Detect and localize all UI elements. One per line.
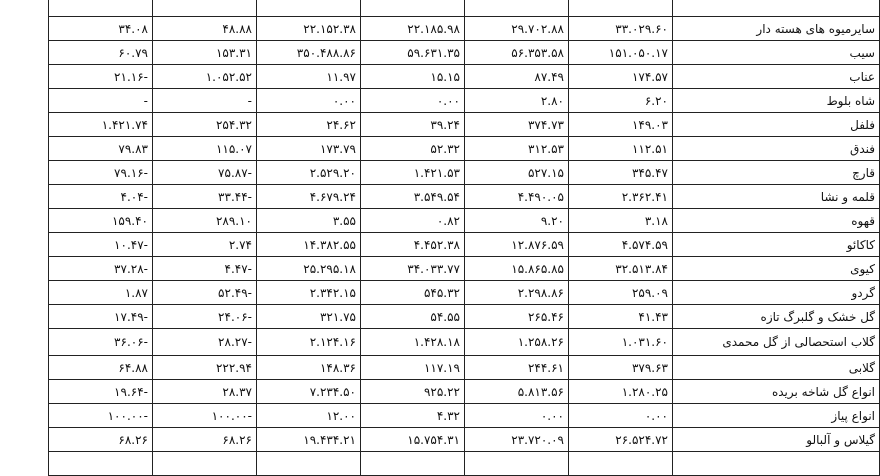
value-cell: ۲۶۵.۴۶ — [465, 305, 569, 329]
value-cell: ۱۷۳.۷۹ — [257, 137, 361, 161]
value-cell: ۲۵۹.۰۹ — [569, 281, 673, 305]
row-label-cell: فلفل — [673, 113, 880, 137]
value-cell: ۱.۲۸۰.۲۵ — [569, 380, 673, 404]
row-label-cell: گلابی — [673, 356, 880, 380]
value-cell: ۱۹.۴۳۴.۲۱ — [257, 428, 361, 452]
value-cell: ۱۵.۷۵۴.۳۱ — [361, 428, 465, 452]
table-row — [49, 329, 880, 356]
value-cell: ۱۴۹.۰۳ — [569, 113, 673, 137]
table-row — [49, 89, 880, 113]
value-cell: -۱۹.۶۴ — [49, 380, 153, 404]
row-label-cell: کیوی — [673, 257, 880, 281]
value-cell: ۲۵.۲۹۵.۱۸ — [257, 257, 361, 281]
table-row — [49, 356, 880, 380]
value-cell: -۲۱.۱۶ — [49, 65, 153, 89]
value-cell: ۲۴۴.۶۱ — [465, 356, 569, 380]
value-cell — [153, 452, 257, 476]
table-row — [49, 305, 880, 329]
value-cell: -۴.۴۷ — [153, 257, 257, 281]
value-cell: ۴.۳۲ — [361, 404, 465, 428]
value-cell: -۳۳.۴۴ — [153, 185, 257, 209]
value-cell — [257, 0, 361, 17]
value-cell: ۷۹.۸۳ — [49, 137, 153, 161]
statistics-table-sheet — [48, 0, 875, 476]
value-cell: ۲.۸۰ — [465, 89, 569, 113]
value-cell: ۵۴.۵۵ — [361, 305, 465, 329]
value-cell: ۹۲۵.۲۲ — [361, 380, 465, 404]
value-cell — [465, 452, 569, 476]
value-cell: ۱.۴۲۱.۵۳ — [361, 161, 465, 185]
value-cell: ۰.۰۰ — [257, 89, 361, 113]
value-cell: ۱۲.۰۰ — [257, 404, 361, 428]
value-cell: -۴.۰۴ — [49, 185, 153, 209]
value-cell: ۵۹.۶۳۱.۳۵ — [361, 41, 465, 65]
value-cell: ۱۷۴.۵۷ — [569, 65, 673, 89]
value-cell: ۳.۱۸ — [569, 209, 673, 233]
value-cell: ۰.۰۰ — [465, 404, 569, 428]
row-label-cell: گل خشک و گلبرگ تازه — [673, 305, 880, 329]
value-cell: ۳۴۵.۴۷ — [569, 161, 673, 185]
table-row — [49, 41, 880, 65]
value-cell: -۱۰.۴۷ — [49, 233, 153, 257]
value-cell: ۳۲۱.۷۵ — [257, 305, 361, 329]
value-cell: ۱.۴۲۸.۱۸ — [361, 329, 465, 356]
table-row — [49, 404, 880, 428]
value-cell: ۲.۷۴ — [153, 233, 257, 257]
row-label-cell: گیلاس و آلبالو — [673, 428, 880, 452]
value-cell: ۴۱.۴۳ — [569, 305, 673, 329]
value-cell: ۱.۰۳۱.۶۰ — [569, 329, 673, 356]
value-cell — [49, 0, 153, 17]
value-cell: ۵.۸۱۳.۵۶ — [465, 380, 569, 404]
value-cell: ۱۱۵.۰۷ — [153, 137, 257, 161]
value-cell: ۱.۴۲۱.۷۴ — [49, 113, 153, 137]
value-cell: ۱۲.۸۷۶.۵۹ — [465, 233, 569, 257]
value-cell: -۷۹.۱۶ — [49, 161, 153, 185]
table-row — [49, 257, 880, 281]
table-row — [49, 113, 880, 137]
value-cell: ۲.۵۲۹.۲۰ — [257, 161, 361, 185]
value-cell: ۲.۳۴۲.۱۵ — [257, 281, 361, 305]
table-row — [49, 380, 880, 404]
value-cell: ۱.۸۷ — [49, 281, 153, 305]
row-label-cell — [673, 452, 880, 476]
value-cell: ۱۵۹.۴۰ — [49, 209, 153, 233]
value-cell: ۴.۴۵۲.۳۸ — [361, 233, 465, 257]
value-cell: -۳۷.۲۸ — [49, 257, 153, 281]
value-cell: ۶۰.۷۹ — [49, 41, 153, 65]
row-label-cell: قهوه — [673, 209, 880, 233]
value-cell: ۵۲۷.۱۵ — [465, 161, 569, 185]
row-label-cell: گردو — [673, 281, 880, 305]
value-cell: ۰.۰۰ — [361, 89, 465, 113]
value-cell: -۵۲.۴۹ — [153, 281, 257, 305]
value-cell: ۳۱۲.۵۳ — [465, 137, 569, 161]
row-label-cell: گلاب استحصالی از گل محمدی — [673, 329, 880, 356]
value-cell: ۲.۱۲۴.۱۶ — [257, 329, 361, 356]
row-label-cell: شاه بلوط — [673, 89, 880, 113]
value-cell: ۱۵۳.۳۱ — [153, 41, 257, 65]
value-cell: ۵۲.۳۲ — [361, 137, 465, 161]
value-cell: ۱۱۲.۵۱ — [569, 137, 673, 161]
value-cell: ۲۵۴.۳۲ — [153, 113, 257, 137]
table-row — [49, 137, 880, 161]
table-row — [49, 281, 880, 305]
table-row — [49, 65, 880, 89]
value-cell: ۲۴.۶۲ — [257, 113, 361, 137]
value-cell: ۶۴.۸۸ — [49, 356, 153, 380]
value-cell — [49, 452, 153, 476]
value-cell: ۳.۵۵ — [257, 209, 361, 233]
value-cell: ۶.۲۰ — [569, 89, 673, 113]
value-cell: - — [49, 89, 153, 113]
value-cell: -۱۰۰.۰۰ — [49, 404, 153, 428]
row-label-cell: کاکائو — [673, 233, 880, 257]
value-cell — [153, 0, 257, 17]
table-row — [49, 185, 880, 209]
value-cell: ۲.۲۹۸.۸۶ — [465, 281, 569, 305]
value-cell: -۱۰۰.۰۰ — [153, 404, 257, 428]
value-cell: ۳۷۴.۷۳ — [465, 113, 569, 137]
table-row — [49, 452, 880, 476]
value-cell: ۱.۲۵۸.۲۶ — [465, 329, 569, 356]
value-cell: ۳۹.۲۴ — [361, 113, 465, 137]
value-cell — [257, 452, 361, 476]
value-cell: ۲۳.۷۲۰.۰۹ — [465, 428, 569, 452]
value-cell: ۳۵۰.۴۸۸.۸۶ — [257, 41, 361, 65]
value-cell: ۲۲.۱۸۵.۹۸ — [361, 17, 465, 41]
value-cell: - — [153, 89, 257, 113]
value-cell — [569, 452, 673, 476]
value-cell: ۱۵۱.۰۵۰.۱۷ — [569, 41, 673, 65]
value-cell: ۱۴.۳۸۲.۵۵ — [257, 233, 361, 257]
value-cell: ۴.۴۹۰.۰۵ — [465, 185, 569, 209]
value-cell: ۷.۲۳۴.۵۰ — [257, 380, 361, 404]
value-cell: ۳.۵۴۹.۵۴ — [361, 185, 465, 209]
value-cell: -۷۵.۸۷ — [153, 161, 257, 185]
table-row — [49, 0, 880, 17]
value-cell: ۱۴۸.۳۶ — [257, 356, 361, 380]
value-cell: ۴.۶۷۹.۲۴ — [257, 185, 361, 209]
value-cell: ۱۱.۹۷ — [257, 65, 361, 89]
value-cell: ۱.۰۵۲.۵۲ — [153, 65, 257, 89]
value-cell — [361, 0, 465, 17]
table-body — [49, 0, 880, 476]
value-cell: ۲۲۲.۹۴ — [153, 356, 257, 380]
value-cell: ۹.۲۰ — [465, 209, 569, 233]
value-cell: ۳۷۹.۶۳ — [569, 356, 673, 380]
value-cell: ۰.۸۲ — [361, 209, 465, 233]
value-cell: ۴.۵۷۴.۵۹ — [569, 233, 673, 257]
value-cell: -۱۷.۴۹ — [49, 305, 153, 329]
row-label-cell: فندق — [673, 137, 880, 161]
table-row — [49, 17, 880, 41]
value-cell: ۲۸.۳۷ — [153, 380, 257, 404]
value-cell: ۳۴.۰۸ — [49, 17, 153, 41]
table-row — [49, 428, 880, 452]
value-cell: ۰.۰۰ — [569, 404, 673, 428]
row-label-cell: عناب — [673, 65, 880, 89]
value-cell: ۱۵.۱۵ — [361, 65, 465, 89]
table-row — [49, 161, 880, 185]
value-cell: ۲۶.۵۲۴.۷۲ — [569, 428, 673, 452]
value-cell — [465, 0, 569, 17]
value-cell: ۳۴.۰۳۳.۷۷ — [361, 257, 465, 281]
value-cell: ۶۸.۲۶ — [153, 428, 257, 452]
value-cell: -۲۸.۲۷ — [153, 329, 257, 356]
table-row — [49, 209, 880, 233]
row-label-cell — [673, 0, 880, 17]
value-cell: -۲۴.۰۶ — [153, 305, 257, 329]
row-label-cell: سایرمیوه های هسته دار — [673, 17, 880, 41]
value-cell — [361, 452, 465, 476]
value-cell: ۵۴۵.۳۲ — [361, 281, 465, 305]
value-cell — [569, 0, 673, 17]
value-cell: ۲۹.۷۰۲.۸۸ — [465, 17, 569, 41]
value-cell: ۱۱۷.۱۹ — [361, 356, 465, 380]
row-label-cell: قلمه و نشا — [673, 185, 880, 209]
value-cell: -۳۶.۰۶ — [49, 329, 153, 356]
value-cell: ۵۶.۳۵۳.۵۸ — [465, 41, 569, 65]
table-row — [49, 233, 880, 257]
value-cell: ۲۸۹.۱۰ — [153, 209, 257, 233]
value-cell: ۳۲.۵۱۳.۸۴ — [569, 257, 673, 281]
value-cell: ۶۸.۲۶ — [49, 428, 153, 452]
value-cell: ۴۸.۸۸ — [153, 17, 257, 41]
row-label-cell: انواع گل شاخه بریده — [673, 380, 880, 404]
value-cell: ۳۳.۰۲۹.۶۰ — [569, 17, 673, 41]
row-label-cell: انواع پیاز — [673, 404, 880, 428]
value-cell: ۱۵.۸۶۵.۸۵ — [465, 257, 569, 281]
row-label-cell: قارچ — [673, 161, 880, 185]
value-cell: ۲۲.۱۵۲.۳۸ — [257, 17, 361, 41]
row-label-cell: سیب — [673, 41, 880, 65]
value-cell: ۸۷.۴۹ — [465, 65, 569, 89]
crop-statistics-table — [48, 0, 880, 476]
value-cell: ۲.۳۶۲.۴۱ — [569, 185, 673, 209]
